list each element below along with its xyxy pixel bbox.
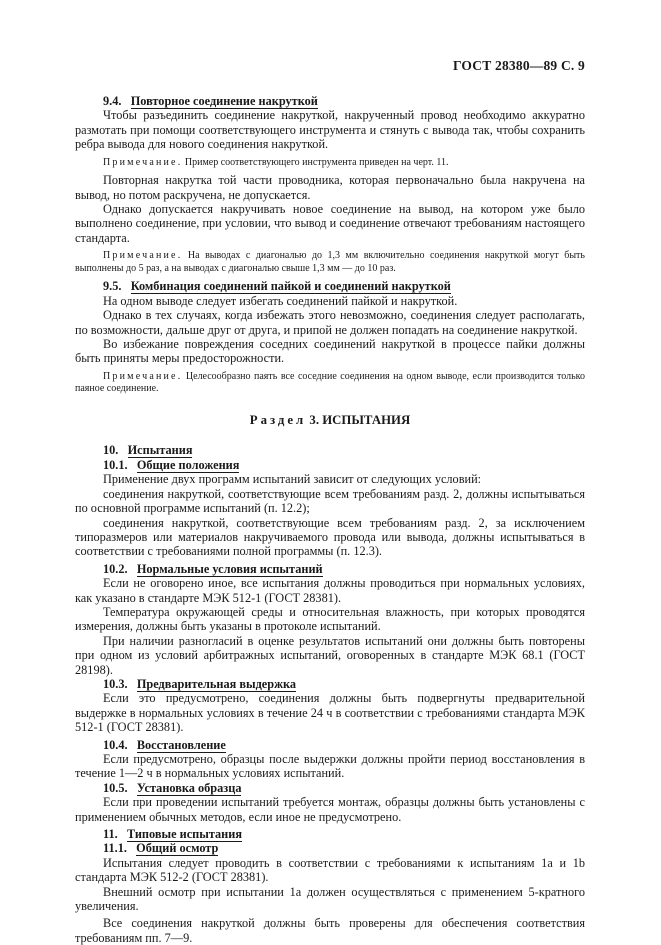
subsection-heading-10-4 bbox=[75, 738, 585, 752]
heading-number: 10.2. bbox=[103, 561, 128, 576]
section-heading-10 bbox=[75, 443, 585, 457]
subsection-heading-11-1 bbox=[75, 841, 585, 855]
paragraph: Повторная накрутка той части проводника, которая первоначально была накручена на вывод, но потом раскручена, не допускается. bbox=[75, 173, 585, 202]
page-header: ГОСТ 28380—89 С. 9 bbox=[452, 58, 585, 73]
note-label: Примечание. bbox=[103, 370, 183, 382]
note bbox=[75, 250, 585, 275]
heading-title: Предварительная выдержка bbox=[136, 676, 297, 691]
paragraph: Однако допускается накручивать новое соединение на вывод, на котором уже было выполнено соединение, при условии, что вывод и соединение отвечают требованиям настоящего стандарта. bbox=[75, 202, 585, 245]
subsection-heading-10-1 bbox=[75, 458, 585, 472]
paragraph: На одном выводе следует избегать соединений пайкой и накруткой. bbox=[103, 293, 458, 308]
section-title bbox=[75, 413, 585, 427]
note-text: Пример соответствующего инструмента приведен на черт. 11. bbox=[184, 156, 449, 168]
heading-title: Повторное соединение накруткой bbox=[130, 94, 318, 108]
paragraph: Чтобы разъединить соединение накруткой, накрученный провод необходимо аккуратно размотать при помощи соответствующего инструмента и стянуть с вывода так, чтобы сохранить ребра вывода для нового соединения накруткой. bbox=[75, 108, 585, 152]
subsection-heading-10-3 bbox=[75, 677, 585, 691]
subsection-heading-10-5 bbox=[75, 781, 585, 795]
heading-number: 9.4. bbox=[103, 94, 122, 108]
heading-title: Общие положения bbox=[136, 457, 240, 472]
paragraph: Однако в тех случаях, когда избежать этого невозможно, соединения следует располагать, по возможности, дальше друг от друга, и припой не должен попадать на соединение накруткой. bbox=[75, 308, 585, 337]
paragraph: соединения накруткой, соответствующие всем требованиям разд. 2, должны испытываться по основной программе испытаний (п. 12.2); bbox=[75, 486, 585, 516]
section-word: Раздел bbox=[249, 413, 307, 428]
heading-title: Установка образца bbox=[136, 780, 242, 795]
paragraph: При наличии разногласий в оценке результатов испытаний они должны быть повторены при одном из условий арбитражных испытаний, оговоренных в стандарте МЭК 68.1 (ГОСТ 28198). bbox=[75, 633, 585, 677]
paragraph: Если это предусмотрено, соединения должны быть подвергнуты предварительной выдержке в нормальных условиях в течение 24 ч в соответствии с требованиями стандарта МЭК 512-1 (ГОСТ 28381). bbox=[75, 691, 585, 735]
heading-number: 10.1. bbox=[103, 457, 128, 472]
paragraph: Если не оговорено иное, все испытания должны проводиться при нормальных условиях, как указано в стандарте МЭК 512-1 (ГОСТ 28381). bbox=[75, 576, 585, 605]
heading-number: 9.5. bbox=[103, 279, 122, 294]
heading-title: Комбинация соединений пайкой и соединений накруткой bbox=[130, 279, 451, 294]
paragraph: Все соединения накруткой должны быть проверены для обеспечения соответствия требованиям пп. 7—9. bbox=[75, 916, 585, 945]
note bbox=[75, 371, 585, 396]
paragraph: Испытания следует проводить в соответствии с требованиями к испытаниям 1а и 1b стандарта МЭК 512-2 (ГОСТ 28381). bbox=[75, 855, 585, 885]
section-number-title: 3. ИСПЫТАНИЯ bbox=[309, 413, 411, 428]
heading-number: 10.5. bbox=[103, 780, 128, 795]
paragraph: Температура окружающей среды и относительная влажность, при которых проводятся измерения, должны быть указаны в протоколе испытаний. bbox=[75, 604, 585, 634]
heading-number: 10. bbox=[103, 443, 119, 458]
section-heading-11 bbox=[75, 827, 585, 841]
note-text: Целесообразно паять все соседние соединения на одном выводе, если производится только паяное соединение. bbox=[75, 370, 585, 395]
heading-number: 10.3. bbox=[103, 676, 128, 691]
paragraph: Во избежание повреждения соседних соединений накруткой в процессе пайки должны быть приняты меры предосторожности. bbox=[75, 337, 585, 366]
heading-number: 11. bbox=[103, 827, 118, 842]
subsection-heading-9-4 bbox=[75, 94, 585, 108]
page-body bbox=[75, 94, 585, 945]
paragraph: Если при проведении испытаний требуется монтаж, образцы должны быть установлены с применением обычных методов, если иное не предусмотрено. bbox=[75, 795, 585, 824]
heading-title: Нормальные условия испытаний bbox=[136, 561, 323, 576]
subsection-heading-10-2 bbox=[75, 562, 585, 576]
subsection-heading-9-5 bbox=[75, 279, 585, 293]
paragraph: Применение двух программ испытаний зависит от следующих условий: bbox=[103, 472, 482, 487]
heading-title: Типовые испытания bbox=[126, 827, 243, 842]
heading-title: Испытания bbox=[127, 443, 193, 458]
note-label: Примечание. bbox=[103, 250, 183, 262]
heading-number: 10.4. bbox=[103, 737, 128, 752]
note-label: Примечание. bbox=[103, 156, 183, 168]
heading-title: Восстановление bbox=[136, 737, 226, 752]
note-text: На выводах с диагональю до 1,3 мм включительно соединения накруткой могут быть выполнены до 5 раз, а на выводах с диагональю свыше 1,3 мм — до 10 раз. bbox=[75, 250, 585, 274]
paragraph: соединения накруткой, соответствующие всем требованиям разд. 2, за исключением типоразмеров или материалов накручиваемого провода или вывода, должны испытываться в соответствии с требованиями полной программы (п. 12.3). bbox=[75, 515, 585, 559]
heading-title: Общий осмотр bbox=[136, 841, 219, 856]
paragraph: Если предусмотрено, образцы после выдержки должны пройти период восстановления в течение 1—2 ч в нормальных условиях испытаний. bbox=[75, 752, 585, 781]
note bbox=[75, 157, 585, 170]
paragraph: Внешний осмотр при испытании 1а должен осуществляться с применением 5-кратного увеличения. bbox=[75, 884, 585, 914]
heading-number: 11.1. bbox=[103, 841, 127, 856]
